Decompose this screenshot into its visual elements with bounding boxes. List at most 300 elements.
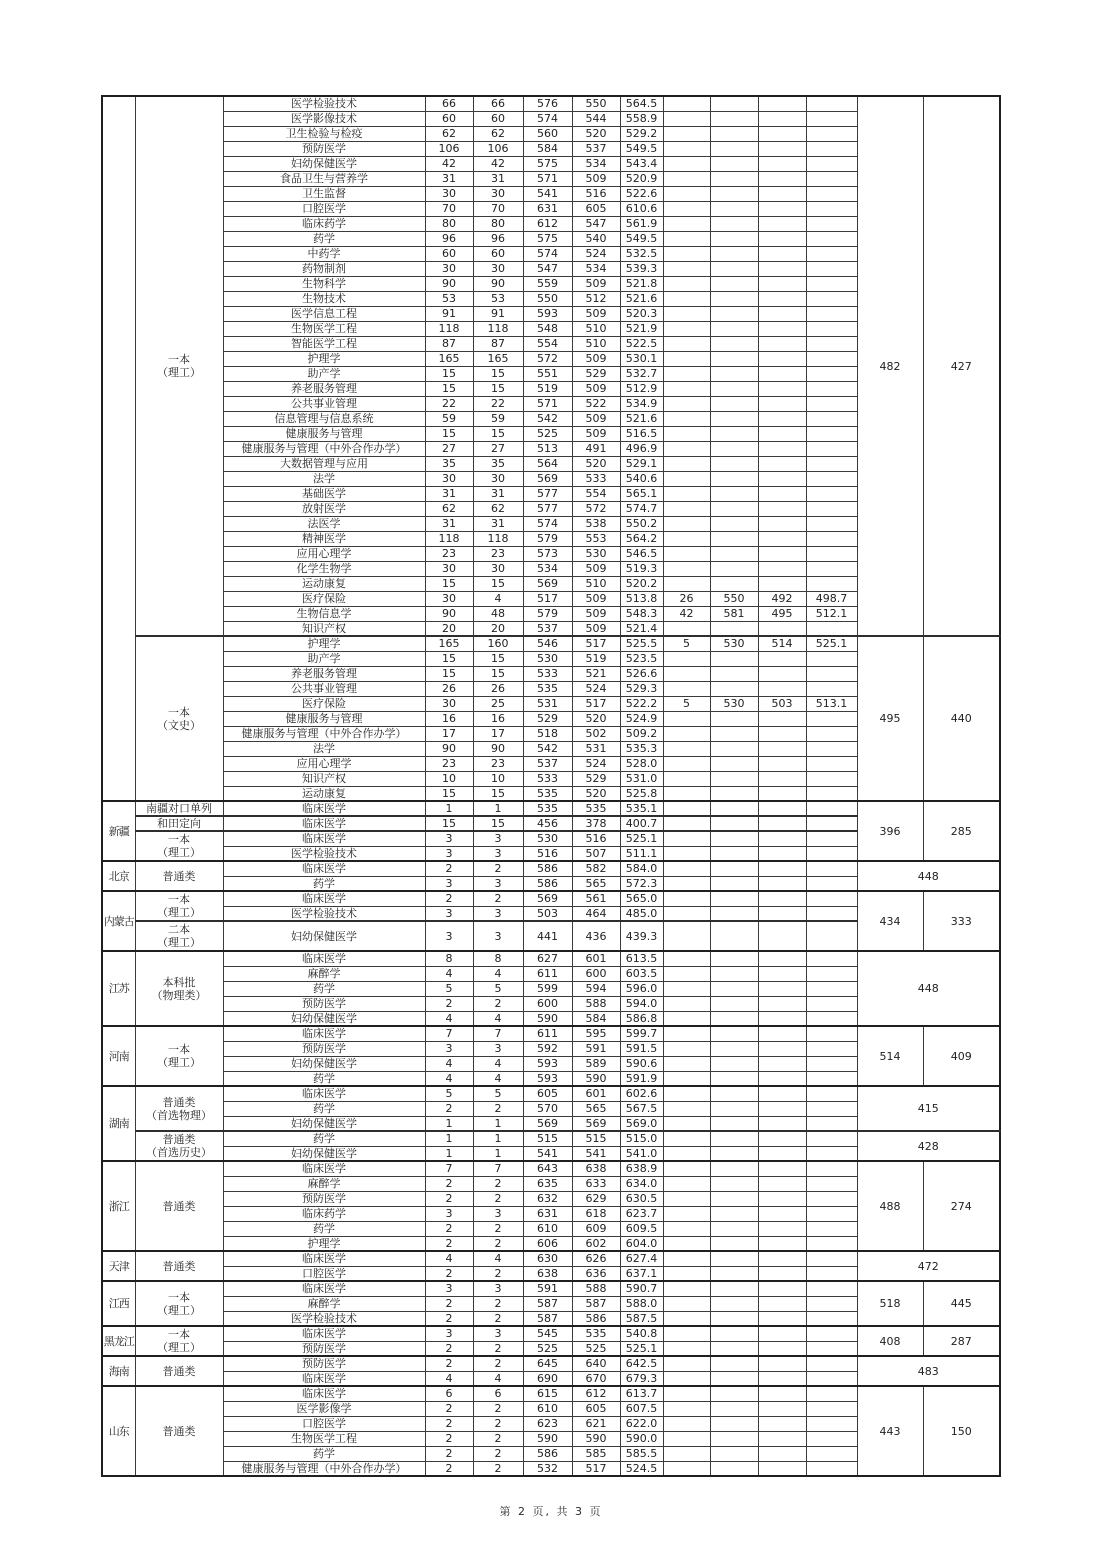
stat-cell: 60	[425, 111, 473, 126]
stat-cell: 574	[523, 246, 572, 261]
stat-cell: 587	[523, 1296, 572, 1311]
stat-cell	[806, 1041, 857, 1056]
stat-cell	[663, 1461, 710, 1476]
stat-cell	[710, 441, 758, 456]
stat-cell: 2	[473, 1191, 523, 1206]
stat-cell	[758, 1386, 806, 1401]
batch-cell: 一本 （文史）	[135, 636, 223, 801]
stat-cell: 509	[572, 276, 620, 291]
stat-cell: 587.5	[620, 1311, 663, 1326]
stat-cell	[710, 531, 758, 546]
stat-cell: 524.9	[620, 711, 663, 726]
stat-cell: 534	[572, 156, 620, 171]
stat-cell	[758, 516, 806, 531]
stat-cell	[758, 1056, 806, 1071]
stat-cell: 90	[473, 276, 523, 291]
stat-cell: 118	[425, 531, 473, 546]
stat-cell	[806, 1206, 857, 1221]
stat-cell: 2	[473, 1401, 523, 1416]
stat-cell	[710, 1311, 758, 1326]
stat-cell	[663, 1281, 710, 1296]
stat-cell	[710, 891, 758, 906]
stat-cell	[806, 666, 857, 681]
stat-cell	[710, 1071, 758, 1086]
stat-cell	[663, 741, 710, 756]
stat-cell: 539.3	[620, 261, 663, 276]
stat-cell	[710, 1371, 758, 1386]
stat-cell	[758, 306, 806, 321]
stat-cell	[758, 1326, 806, 1341]
stat-cell	[758, 996, 806, 1011]
stat-cell	[806, 471, 857, 486]
stat-cell	[710, 1281, 758, 1296]
stat-cell	[710, 996, 758, 1011]
stat-cell: 441	[523, 921, 572, 951]
stat-cell: 3	[425, 876, 473, 891]
stat-cell: 26	[425, 681, 473, 696]
stat-cell: 603.5	[620, 966, 663, 981]
control-line-cell: 514	[857, 1026, 923, 1086]
stat-cell: 31	[425, 486, 473, 501]
stat-cell	[758, 531, 806, 546]
stat-cell	[710, 1191, 758, 1206]
stat-cell: 512.1	[806, 606, 857, 621]
stat-cell	[806, 741, 857, 756]
stat-cell: 512.9	[620, 381, 663, 396]
stat-cell: 514	[758, 636, 806, 651]
province-cell: 黑龙江	[102, 1326, 135, 1356]
stat-cell	[806, 366, 857, 381]
stat-cell	[758, 366, 806, 381]
stat-cell	[806, 321, 857, 336]
stat-cell	[758, 981, 806, 996]
stat-cell: 15	[473, 576, 523, 591]
major-cell: 养老服务管理	[223, 666, 425, 681]
stat-cell: 609.5	[620, 1221, 663, 1236]
stat-cell	[663, 1326, 710, 1341]
stat-cell: 582	[572, 861, 620, 876]
stat-cell: 537	[523, 621, 572, 636]
major-cell: 精神医学	[223, 531, 425, 546]
stat-cell	[663, 321, 710, 336]
stat-cell	[663, 306, 710, 321]
stat-cell	[806, 231, 857, 246]
stat-cell: 3	[425, 1206, 473, 1221]
stat-cell	[710, 111, 758, 126]
batch-cell: 一本 （理工）	[135, 831, 223, 861]
stat-cell: 613.5	[620, 951, 663, 966]
major-cell: 药学	[223, 1446, 425, 1461]
stat-cell: 90	[425, 741, 473, 756]
stat-cell: 630.5	[620, 1191, 663, 1206]
stat-cell: 524	[572, 681, 620, 696]
stat-cell	[710, 1341, 758, 1356]
stat-cell: 503	[758, 696, 806, 711]
stat-cell	[806, 1236, 857, 1251]
stat-cell: 7	[473, 1161, 523, 1176]
stat-cell: 4	[425, 1056, 473, 1071]
stat-cell	[663, 486, 710, 501]
control-line-cell: 472	[857, 1251, 1000, 1281]
stat-cell: 31	[473, 171, 523, 186]
stat-cell	[758, 1026, 806, 1041]
major-cell: 医疗保险	[223, 696, 425, 711]
stat-cell: 548.3	[620, 606, 663, 621]
stat-cell: 538	[572, 516, 620, 531]
stat-cell: 20	[425, 621, 473, 636]
stat-cell: 565	[572, 1101, 620, 1116]
admission-score-table	[101, 95, 1001, 1477]
stat-cell	[806, 876, 857, 891]
stat-cell: 2	[473, 891, 523, 906]
stat-cell	[758, 336, 806, 351]
stat-cell: 517	[572, 636, 620, 651]
stat-cell	[758, 1311, 806, 1326]
stat-cell	[758, 171, 806, 186]
stat-cell	[758, 1251, 806, 1266]
stat-cell: 525	[523, 1341, 572, 1356]
stat-cell: 510	[572, 321, 620, 336]
stat-cell: 485.0	[620, 906, 663, 921]
stat-cell	[663, 1191, 710, 1206]
major-cell: 临床医学	[223, 1026, 425, 1041]
major-cell: 临床药学	[223, 216, 425, 231]
stat-cell: 118	[473, 321, 523, 336]
stat-cell: 3	[473, 831, 523, 846]
major-cell: 预防医学	[223, 1356, 425, 1371]
stat-cell	[806, 411, 857, 426]
stat-cell: 2	[425, 1341, 473, 1356]
stat-cell: 638	[523, 1266, 572, 1281]
stat-cell	[663, 681, 710, 696]
stat-cell	[758, 711, 806, 726]
stat-cell	[710, 351, 758, 366]
major-cell: 法学	[223, 741, 425, 756]
major-cell: 护理学	[223, 351, 425, 366]
stat-cell	[710, 381, 758, 396]
batch-cell: 和田定向	[135, 816, 223, 831]
stat-cell: 165	[425, 636, 473, 651]
stat-cell: 630	[523, 1251, 572, 1266]
stat-cell: 35	[425, 456, 473, 471]
province-cell: 浙江	[102, 1161, 135, 1251]
stat-cell	[758, 456, 806, 471]
stat-cell: 165	[425, 351, 473, 366]
control-line-cell: 448	[857, 861, 1000, 891]
major-cell: 临床医学	[223, 891, 425, 906]
stat-cell: 3	[425, 846, 473, 861]
stat-cell	[663, 411, 710, 426]
stat-cell	[758, 1416, 806, 1431]
stat-cell: 528.0	[620, 756, 663, 771]
stat-cell: 59	[425, 411, 473, 426]
stat-cell	[758, 276, 806, 291]
major-cell: 药学	[223, 231, 425, 246]
stat-cell: 15	[425, 366, 473, 381]
stat-cell	[806, 381, 857, 396]
stat-cell	[758, 891, 806, 906]
stat-cell: 541.0	[620, 1146, 663, 1161]
stat-cell: 545	[523, 1326, 572, 1341]
stat-cell	[710, 741, 758, 756]
stat-cell: 541	[523, 186, 572, 201]
stat-cell	[806, 1221, 857, 1236]
stat-cell: 66	[425, 96, 473, 111]
stat-cell: 106	[425, 141, 473, 156]
stat-cell: 511.1	[620, 846, 663, 861]
stat-cell: 610.6	[620, 201, 663, 216]
major-cell: 临床医学	[223, 1326, 425, 1341]
stat-cell: 2	[425, 1221, 473, 1236]
stat-cell	[758, 1011, 806, 1026]
stat-cell	[710, 726, 758, 741]
major-cell: 医疗保险	[223, 591, 425, 606]
stat-cell	[758, 1341, 806, 1356]
stat-cell	[806, 996, 857, 1011]
stat-cell: 60	[473, 246, 523, 261]
stat-cell: 592	[523, 1041, 572, 1056]
stat-cell	[663, 1401, 710, 1416]
stat-cell: 559	[523, 276, 572, 291]
stat-cell: 602	[572, 1236, 620, 1251]
stat-cell: 62	[473, 501, 523, 516]
stat-cell: 569	[523, 1116, 572, 1131]
stat-cell: 378	[572, 816, 620, 831]
stat-cell: 591	[572, 1041, 620, 1056]
stat-cell: 549.5	[620, 231, 663, 246]
stat-cell	[663, 771, 710, 786]
stat-cell	[758, 741, 806, 756]
stat-cell: 590	[572, 1071, 620, 1086]
stat-cell: 610	[523, 1401, 572, 1416]
stat-cell	[710, 171, 758, 186]
stat-cell: 27	[425, 441, 473, 456]
major-cell: 预防医学	[223, 1341, 425, 1356]
stat-cell	[663, 1311, 710, 1326]
stat-cell: 2	[473, 1356, 523, 1371]
stat-cell	[806, 921, 857, 951]
stat-cell: 532.5	[620, 246, 663, 261]
batch-cell: 一本 （理工）	[135, 1326, 223, 1356]
stat-cell	[663, 1236, 710, 1251]
stat-cell: 588	[572, 1281, 620, 1296]
stat-cell: 627.4	[620, 1251, 663, 1266]
stat-cell	[663, 1161, 710, 1176]
stat-cell	[710, 186, 758, 201]
major-cell: 口腔医学	[223, 1266, 425, 1281]
major-cell: 公共事业管理	[223, 681, 425, 696]
stat-cell: 518	[523, 726, 572, 741]
major-cell: 智能医学工程	[223, 336, 425, 351]
stat-cell	[663, 186, 710, 201]
stat-cell: 80	[473, 216, 523, 231]
table-row	[102, 861, 1000, 876]
stat-cell	[806, 951, 857, 966]
stat-cell: 3	[473, 846, 523, 861]
stat-cell: 1	[425, 1116, 473, 1131]
stat-cell	[663, 111, 710, 126]
stat-cell	[806, 801, 857, 816]
stat-cell: 502	[572, 726, 620, 741]
stat-cell	[758, 666, 806, 681]
stat-cell	[758, 831, 806, 846]
stat-cell: 31	[473, 516, 523, 531]
stat-cell	[663, 201, 710, 216]
stat-cell: 4	[425, 966, 473, 981]
stat-cell	[806, 291, 857, 306]
batch-cell: 普通类 （首选物理）	[135, 1086, 223, 1131]
stat-cell: 643	[523, 1161, 572, 1176]
stat-cell: 606	[523, 1236, 572, 1251]
stat-cell	[806, 1281, 857, 1296]
stat-cell: 564.2	[620, 531, 663, 546]
stat-cell: 529.3	[620, 681, 663, 696]
province-cell: 江苏	[102, 951, 135, 1026]
stat-cell: 670	[572, 1371, 620, 1386]
stat-cell: 15	[425, 816, 473, 831]
stat-cell: 15	[473, 666, 523, 681]
major-cell: 养老服务管理	[223, 381, 425, 396]
stat-cell: 7	[473, 1026, 523, 1041]
stat-cell: 2	[473, 1416, 523, 1431]
stat-cell: 5	[663, 636, 710, 651]
stat-cell	[806, 1401, 857, 1416]
stat-cell	[758, 1461, 806, 1476]
stat-cell: 1	[473, 1131, 523, 1146]
stat-cell	[806, 1431, 857, 1446]
stat-cell: 2	[425, 1176, 473, 1191]
control-line-cell: 518	[857, 1281, 923, 1326]
stat-cell: 30	[425, 471, 473, 486]
stat-cell	[806, 531, 857, 546]
stat-cell	[663, 396, 710, 411]
stat-cell: 542	[523, 411, 572, 426]
stat-cell: 635	[523, 1176, 572, 1191]
major-cell: 预防医学	[223, 1041, 425, 1056]
stat-cell: 575	[523, 231, 572, 246]
stat-cell: 591	[523, 1281, 572, 1296]
stat-cell: 509	[572, 381, 620, 396]
stat-cell: 90	[473, 741, 523, 756]
stat-cell: 561.9	[620, 216, 663, 231]
stat-cell: 509	[572, 621, 620, 636]
major-cell: 中药学	[223, 246, 425, 261]
control-line-cell: 396	[857, 801, 923, 861]
stat-cell: 26	[663, 591, 710, 606]
stat-cell	[710, 1461, 758, 1476]
stat-cell	[758, 951, 806, 966]
stat-cell: 589	[572, 1056, 620, 1071]
stat-cell: 4	[425, 1371, 473, 1386]
table-row	[102, 1281, 1000, 1296]
stat-cell: 679.3	[620, 1371, 663, 1386]
major-cell: 药学	[223, 1071, 425, 1086]
stat-cell: 5	[425, 1086, 473, 1101]
stat-cell: 520	[572, 126, 620, 141]
major-cell: 药学	[223, 1101, 425, 1116]
stat-cell: 4	[425, 1251, 473, 1266]
stat-cell	[663, 261, 710, 276]
stat-cell: 3	[473, 1281, 523, 1296]
stat-cell: 2	[425, 996, 473, 1011]
stat-cell: 90	[425, 606, 473, 621]
stat-cell: 569	[523, 891, 572, 906]
stat-cell	[758, 1086, 806, 1101]
stat-cell	[710, 516, 758, 531]
stat-cell: 519	[572, 651, 620, 666]
stat-cell: 520	[572, 711, 620, 726]
stat-cell: 542	[523, 741, 572, 756]
stat-cell	[663, 546, 710, 561]
stat-cell: 621	[572, 1416, 620, 1431]
stat-cell: 525.1	[620, 831, 663, 846]
stat-cell	[806, 726, 857, 741]
stat-cell: 25	[473, 696, 523, 711]
stat-cell	[663, 1071, 710, 1086]
stat-cell	[663, 996, 710, 1011]
major-cell: 临床医学	[223, 1161, 425, 1176]
stat-cell	[663, 906, 710, 921]
stat-cell: 567.5	[620, 1101, 663, 1116]
stat-cell: 593	[523, 1071, 572, 1086]
major-cell: 生物技术	[223, 291, 425, 306]
stat-cell	[663, 126, 710, 141]
stat-cell: 1	[425, 801, 473, 816]
stat-cell: 96	[473, 231, 523, 246]
stat-cell	[663, 516, 710, 531]
stat-cell: 522.2	[620, 696, 663, 711]
stat-cell: 586	[523, 1446, 572, 1461]
stat-cell: 90	[425, 276, 473, 291]
table-row	[102, 1086, 1000, 1101]
stat-cell	[710, 231, 758, 246]
stat-cell: 496.9	[620, 441, 663, 456]
table-row	[102, 1161, 1000, 1176]
stat-cell: 118	[473, 531, 523, 546]
stat-cell: 439.3	[620, 921, 663, 951]
stat-cell	[806, 681, 857, 696]
province-cell: 天津	[102, 1251, 135, 1281]
stat-cell: 30	[473, 186, 523, 201]
major-cell: 医学检验技术	[223, 846, 425, 861]
stat-cell: 522	[572, 396, 620, 411]
stat-cell: 560	[523, 126, 572, 141]
control-line-cell: 443	[857, 1386, 923, 1476]
stat-cell	[758, 156, 806, 171]
stat-cell: 534	[523, 561, 572, 576]
stat-cell	[758, 876, 806, 891]
stat-cell: 524	[572, 246, 620, 261]
stat-cell: 530	[710, 636, 758, 651]
stat-cell: 533	[572, 471, 620, 486]
stat-cell	[758, 621, 806, 636]
major-cell: 生物科学	[223, 276, 425, 291]
stat-cell: 30	[425, 561, 473, 576]
stat-cell	[710, 156, 758, 171]
stat-cell	[806, 546, 857, 561]
stat-cell: 513	[523, 441, 572, 456]
major-cell: 法学	[223, 471, 425, 486]
stat-cell: 503	[523, 906, 572, 921]
stat-cell: 30	[473, 561, 523, 576]
stat-cell	[758, 1446, 806, 1461]
stat-cell: 35	[473, 456, 523, 471]
stat-cell	[710, 1131, 758, 1146]
stat-cell	[710, 1041, 758, 1056]
stat-cell	[663, 246, 710, 261]
stat-cell: 2	[473, 1341, 523, 1356]
stat-cell: 2	[425, 1266, 473, 1281]
